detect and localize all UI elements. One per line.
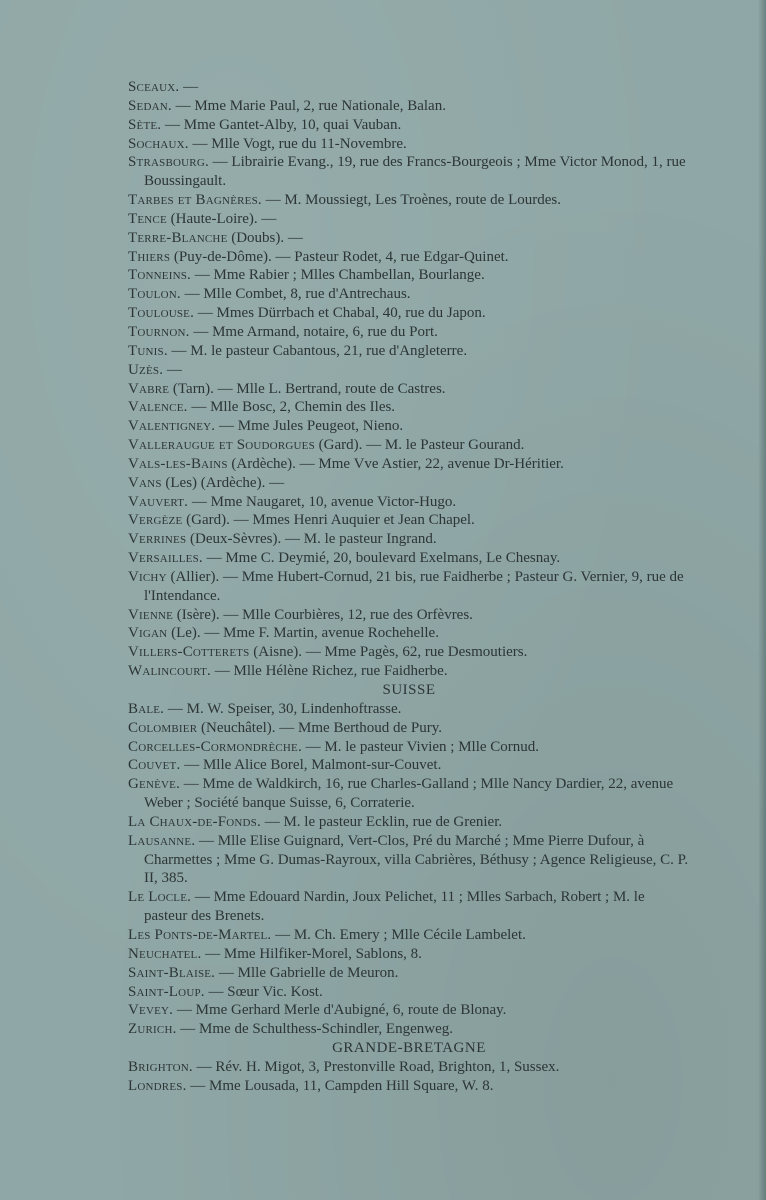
entry-place: Les Ponts-de-Martel. [128,926,272,943]
entry-place: Tence [128,210,167,227]
directory-entry [128,210,690,229]
entry-place: Couvet. [128,757,181,774]
directory-entry [128,285,690,304]
entry-place: Uzès. [128,361,164,378]
directory-entry [128,945,690,964]
directory-entry [128,266,690,285]
directory-entry [128,1077,690,1096]
entry-details: — Mme Lousada, 11, Campden Hill Square, W. 8. [186,1077,494,1094]
entry-place: Vans [128,474,162,491]
directory-entry [128,624,690,643]
entry-place: Saint-Loup. [128,983,205,1000]
entry-place: Neuchatel. [128,945,202,962]
entry-details: — M. Moussiegt, Les Troènes, route de Lourdes. [261,192,561,209]
entry-details: — Mlle Elise Guignard, Vert-Clos, Pré du Marché ; Mme Pierre Dufour, à Charmettes ; Mme G. Dumas-Rayroux, villa Cabrières, Béthusy ; Agence Religieuse, C. P. II, 385. [144,832,689,887]
entry-place: Valence. [128,399,188,416]
entry-place: Vevey. [128,1002,174,1019]
directory-entry [128,493,690,512]
entry-details: (Deux-Sèvres). — M. le pasteur Ingrand. [186,531,437,548]
entry-details: (Ardèche). — Mme Vve Astier, 22, avenue Dr-Héritier. [227,455,564,472]
directory-entry [128,380,690,399]
entry-details: — Mme C. Deymié, 20, boulevard Exelmans, Le Chesnay. [202,550,561,567]
entry-details: — [179,79,199,95]
directory-entry [128,135,690,154]
entry-place: Verrines [128,531,187,548]
directory-entry [128,756,690,775]
entry-details: (Neuchâtel). — Mme Berthoud de Pury. [197,719,443,736]
entry-details: — M. W. Speiser, 30, Lindenhoftrasse. [164,700,402,717]
entry-place: Lausanne. [128,832,196,849]
directory-entry [128,398,690,417]
directory-entry [128,775,690,813]
entry-place: Corcelles-Cormondrèche. [128,738,302,755]
directory-entry [128,888,690,926]
entry-place: Tarbes et Bagnères. [128,192,262,209]
entry-place: Thiers [128,248,171,265]
entry-place: Vergèze [128,512,183,529]
directory-listing [128,78,690,1096]
entry-details: — Mme de Schulthess-Schindler, Engenweg. [176,1021,453,1038]
directory-entry [128,606,690,625]
directory-entry [128,549,690,568]
section-heading-grande-bretagne: GRANDE-BRETAGNE [332,1040,486,1057]
entry-place: Vabre [128,380,170,397]
directory-entry [128,248,690,267]
entry-details: — Mlle Combet, 8, rue d'Antrechaus. [180,286,411,303]
directory-entry [128,568,690,606]
directory-entry [128,530,690,549]
directory-entry [128,1058,690,1077]
entry-details: (Puy-de-Dôme). — Pasteur Rodet, 4, rue Edgar-Quinet. [170,248,509,265]
entry-details: (Aisne). — Mme Pagès, 62, rue Desmoutiers. [249,644,528,661]
page-edge-shadow [758,0,766,1200]
directory-entry [128,116,690,135]
entry-place: Sochaux. [128,135,189,152]
entry-place: Tunis. [128,342,168,359]
entry-details: — Mlle Bosc, 2, Chemin des Iles. [187,399,396,416]
directory-entry [128,832,690,889]
directory-entry [128,700,690,719]
directory-entry [128,323,690,342]
directory-entry [128,643,690,662]
directory-entry [128,719,690,738]
france-section [128,78,690,681]
entry-details: — Mlle Hélène Richez, rue Faidherbe. [211,663,448,680]
directory-entry [128,342,690,361]
suisse-section [128,700,690,1039]
entry-details: — M. le pasteur Cabantous, 21, rue d'Angleterre. [167,342,468,359]
grande-bretagne-section [128,1058,690,1096]
entry-place: Colombier [128,719,198,736]
entry-place: Tonneins. [128,267,191,284]
directory-entry [128,361,690,380]
directory-entry [128,97,690,116]
directory-entry [128,417,690,436]
entry-place: Genève. [128,776,181,793]
directory-entry [128,455,690,474]
entry-details: — Mme Hilfiker-Morel, Sablons, 8. [201,945,422,962]
entry-details: (Les) (Ardèche). — [161,474,285,491]
entry-details: — Mlle Alice Borel, Malmont-sur-Couvet. [180,757,442,774]
entry-details: (Gard). — Mmes Henri Auquier et Jean Chapel. [182,512,475,529]
entry-place: Strasbourg. [128,154,209,171]
directory-entry [128,474,690,493]
entry-details: — Mmes Dürrbach et Chabal, 40, rue du Japon. [194,305,486,322]
entry-place: Saint-Blaise. [128,964,216,981]
entry-details: — M. Ch. Emery ; Mlle Cécile Lambelet. [271,926,526,943]
directory-entry [128,813,690,832]
directory-entry [128,1020,690,1039]
entry-details: — Librairie Evang., 19, rue des Francs-Bourgeois ; Mme Victor Monod, 1, rue Boussingault. [144,154,686,190]
directory-entry [128,1001,690,1020]
entry-details: (Tarn). — Mlle L. Bertrand, route de Castres. [169,380,446,397]
entry-place: Tournon. [128,323,190,340]
entry-details: — Mme Armand, notaire, 6, rue du Port. [189,323,438,340]
directory-entry [128,926,690,945]
directory-entry [128,229,690,248]
directory-entry [128,153,690,191]
entry-place: Terre-Blanche [128,229,228,246]
entry-details: — Mlle Vogt, rue du 11-Novembre. [188,135,407,152]
entry-place: Sceaux. [128,79,180,95]
entry-place: Vienne [128,606,174,623]
entry-place: Walincourt. [128,663,211,680]
directory-entry [128,511,690,530]
directory-entry [128,983,690,1002]
entry-place: Valentigney. [128,418,216,435]
directory-entry [128,738,690,757]
entry-place: Zurich. [128,1021,177,1038]
entry-details: — Mme Rabier ; Mlles Chambellan, Bourlange. [191,267,485,284]
entry-details: — M. le pasteur Vivien ; Mlle Cornud. [301,738,540,755]
entry-details: (Allier). — Mme Hubert-Cornud, 21 bis, rue Faidherbe ; Pasteur G. Vernier, 9, rue de l'Intendance. [144,568,684,604]
entry-details: — Mme Gantet-Alby, 10, quai Vauban. [161,116,402,133]
entry-details: (Le). — Mme F. Martin, avenue Rochehelle. [167,625,439,642]
entry-place: Bale. [128,700,165,717]
entry-place: Versailles. [128,550,203,567]
entry-place: Vichy [128,568,167,585]
entry-place: Londres. [128,1077,187,1094]
entry-place: Sète. [128,116,162,133]
entry-place: Villers-Cotterets [128,644,250,661]
directory-entry [128,304,690,323]
section-heading-suisse: SUISSE [382,682,436,698]
entry-details: — Mme Jules Peugeot, Nieno. [215,418,404,435]
entry-details: — Mme Marie Paul, 2, rue Nationale, Balan. [171,97,446,114]
entry-details: — Mme Edouard Nardin, Joux Pelichet, 11 ; Mlles Sarbach, Robert ; M. le pasteur des Brenets. [144,889,645,925]
entry-details: — Mme de Waldkirch, 16, rue Charles-Galland ; Mlle Nancy Dardier, 22, avenue Weber ; Société banque Suisse, 6, Corraterie. [144,776,674,812]
entry-details: (Isère). — Mlle Courbières, 12, rue des Orfèvres. [173,606,473,623]
entry-place: Toulon. [128,286,181,303]
directory-entry [128,191,690,210]
entry-details: (Haute-Loire). — [166,210,277,227]
entry-details: — M. le pasteur Ecklin, rue de Grenier. [260,813,503,830]
entry-details: — [163,361,182,378]
entry-place: Toulouse. [128,305,195,322]
entry-place: Vigan [128,625,168,642]
directory-entry [128,964,690,983]
entry-place: Vals-les-Bains [128,455,228,472]
directory-entry [128,436,690,455]
directory-entry [128,78,690,97]
entry-place: Le Locle. [128,889,192,906]
entry-details: — Mme Gerhard Merle d'Aubigné, 6, route de Blonay. [173,1002,507,1019]
entry-place: Valleraugue et Soudorgues [128,437,315,454]
entry-details: (Gard). — M. le Pasteur Gourand. [314,437,525,454]
entry-details: — Rév. H. Migot, 3, Prestonville Road, Brighton, 1, Sussex. [192,1058,560,1075]
directory-entry [128,662,690,681]
entry-details: — Sœur Vic. Kost. [204,983,323,1000]
entry-place: Brighton. [128,1058,193,1075]
entry-details: — Mme Naugaret, 10, avenue Victor-Hugo. [188,493,457,510]
entry-place: Sedan. [128,97,172,114]
entry-place: La Chaux-de-Fonds. [128,813,261,830]
entry-details: — Mlle Gabrielle de Meuron. [215,964,399,981]
entry-place: Vauvert. [128,493,189,510]
entry-details: (Doubs). — [227,229,303,246]
